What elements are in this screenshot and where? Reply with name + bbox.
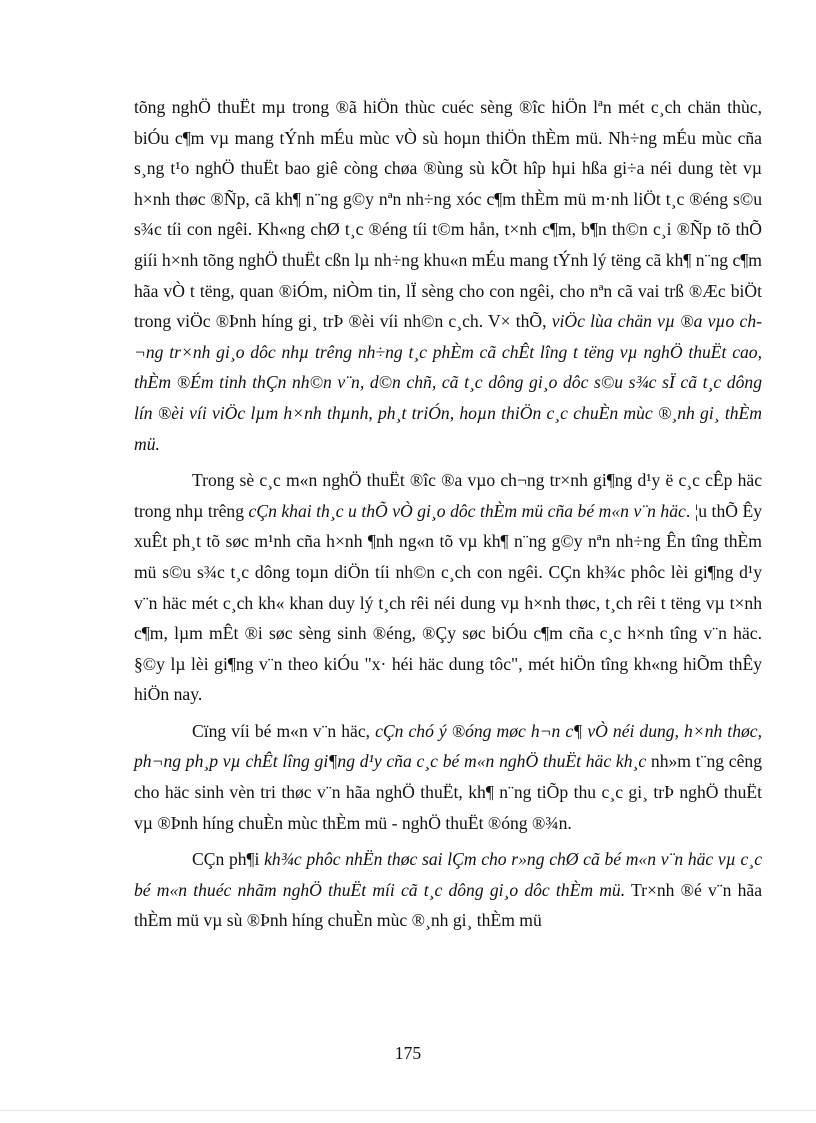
paragraph-3-run-3: nh»m t¨ng cêng cho häc sinh vèn tri thøc v¨n hãa nghÖ thuËt, kh¶ n¨ng tiÕp thu c¸c gi¸ trÞ nghÖ thuËt vµ ®Þnh híng chuÈn mùc thÈm mü - nghÖ thuËt ®óng ®¾n. <box>134 751 762 833</box>
paragraph-3-run-1: Cïng víi bé m«n v¨n häc, <box>192 720 376 741</box>
paragraph-1-run-2: viÖc lùa chän vµ ®a vµo ch¬ng tr×nh gi¸o dôc nhµ trêng nh÷ng t¸c phÈm cã chÊt lîng t tëng vµ nghÖ thuËt cao, thÈm ®Ém tinh thÇn nh©n v¨n, d©n chñ, cã t¸c dông gi¸o dôc s©u s¾c sÏ cã t¸c dông lín ®èi víi viÖc lµm h×nh thµnh, ph¸t triÓn, hoµn thiÖn c¸c chuÈn mùc ®¸nh gi¸ thÈm mü. <box>134 311 762 454</box>
bottom-divider <box>0 1110 816 1111</box>
paragraph-2-run-3: . ¦u thÕ Êy xuÊt ph¸t tõ søc m¹nh cña h×nh ¶nh ng«n tõ vµ kh¶ n¨ng g©y nªn nh÷ng Ên tîng thÈm mü s©u s¾c t¸c dông toµn diÖn tíi nh©n c¸ch con ngêi. CÇn kh¾c phôc lèi gi¶ng d¹y v¨n häc mét c¸ch kh« khan duy lý t¸ch rêi néi dung vµ h×nh thøc, t¸ch rêi t tëng vµ t×nh c¶m, lµm mÊt ®i søc sèng sinh ®éng, ®Çy søc biÓu c¶m cña c¸c h×nh tîng v¨n häc. §©y lµ lèi gi¶ng v¨n theo kiÓu "x· héi häc dung tôc", mét hiÖn tîng kh«ng hiÕm thÊy hiÖn nay. <box>134 500 762 705</box>
paragraph-2-run-1: Trong sè c¸c m«n nghÖ thuËt ®îc ®a vµo ch¬ng tr×nh gi¶ng d¹y ë c¸c cÊp häc trong nhµ trêng <box>134 470 762 521</box>
paragraph-4-run-2: kh¾c phôc nhËn thøc sai lÇm cho r»ng chØ cã bé m«n v¨n häc vµ c¸c bé m«n thuéc nhãm nghÖ thuËt míi cã t¸c dông gi¸o dôc thÈm mü. <box>134 849 763 900</box>
body-text <box>134 92 762 942</box>
paragraph-2 <box>134 465 762 710</box>
paragraph-1 <box>134 92 762 459</box>
paragraph-3 <box>134 716 762 838</box>
paragraph-4 <box>134 844 762 936</box>
paragraph-3-run-2: cÇn chó ý ®óng møc h¬n c¶ vÒ néi dung, h×nh thøc, ph¬ng ph¸p vµ chÊt lîng gi¶ng d¹y cña c¸c bé m«n nghÖ thuËt häc kh¸c <box>134 720 762 772</box>
paragraph-2-run-2: cÇn khai th¸c u thÕ vÒ gi¸o dôc thÈm mü cña bé m«n v¨n häc <box>248 500 686 521</box>
paragraph-1-run-1: tõng nghÖ thuËt mµ trong ®ã hiÖn thùc cuéc sèng ®îc hiÖn lªn mét c¸ch chän thùc, biÓu c¶m vµ mang tÝnh mÉu mùc vÒ sù hoµn thiÖn thÈm mü. Nh÷ng mÉu mùc cña s¸ng t¹o nghÖ thuËt bao giê còng chøa ®ùng sù kÕt hîp hµi hßa gi÷a néi dung tèt vµ h×nh thøc ®Ñp, cã kh¶ n¨ng g©y nªn nh÷ng xóc c¶m thÈm mü m·nh liÖt t¸c ®éng s©u s¾c tíi con ngêi. Kh«ng chØ t¸c ®éng tíi t©m hån, t×nh c¶m, b¶n th©n c¸i ®Ñp tõ thÕ giíi h×nh tõng nghÖ thuËt cßn lµ nh÷ng khu«n mÉu mang tÝnh lý tëng cã kh¶ n¨ng c¶m hãa vÒ t tëng, quan ®iÓm, niÒm tin, lÏ sèng cho con ngêi, cho nªn cã vai trß ®Æc biÖt trong viÖc ®Þnh híng gi¸ trÞ ®èi víi nh©n c¸ch. V× thÕ, <box>134 97 762 332</box>
page-number: 175 <box>394 1043 422 1063</box>
paragraph-4-run-1: CÇn ph¶i <box>192 849 265 870</box>
paragraph-4-run-3: Tr×nh ®é v¨n hãa thÈm mü vµ sù ®Þnh híng chuÈn mùc ®¸nh gi¸ thÈm mü <box>134 879 763 931</box>
